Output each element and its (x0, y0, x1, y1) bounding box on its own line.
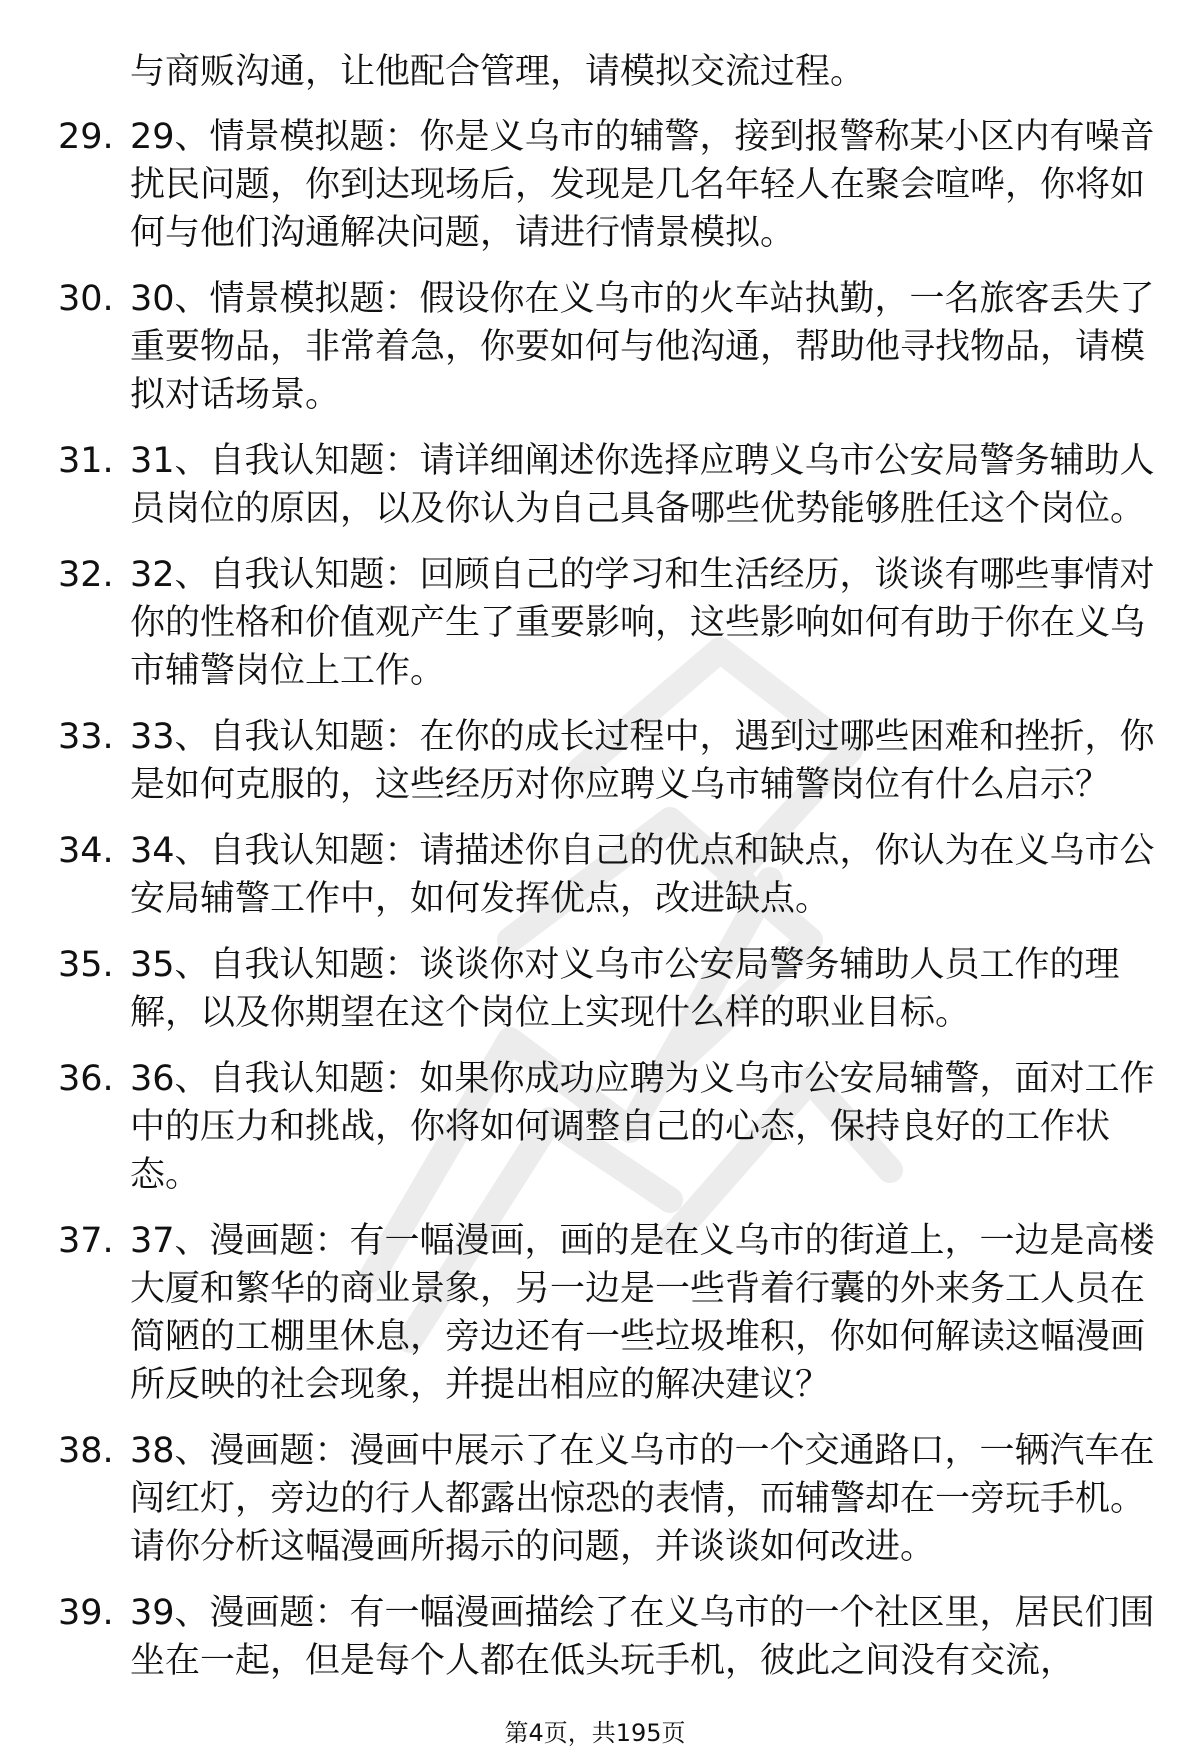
question-text: 37、漫画题：有一幅漫画，画的是在义乌市的街道上，一边是高楼大厦和繁华的商业景象，另一边是一些背着行囊的外来务工人员在简陋的工棚里休息，旁边还有一些垃圾堆积，你如何解读这幅漫画所反映的社会现象，并提出相应的解决建议？ (130, 1221, 1155, 1405)
question-text: 30、情景模拟题：假设你在义乌市的火车站执勤，一名旅客丢失了重要物品，非常着急，你要如何与他沟通，帮助他寻找物品，请模拟对话场景。 (130, 279, 1155, 415)
question-item (58, 113, 1158, 257)
question-number: 39. (58, 1593, 114, 1633)
question-item (58, 1589, 1158, 1685)
question-item (58, 437, 1158, 533)
question-text: 29、情景模拟题：你是义乌市的辅警，接到报警称某小区内有噪音扰民问题，你到达现场后，发现是几名年轻人在聚会喧哗，你将如何与他们沟通解决问题，请进行情景模拟。 (130, 117, 1155, 253)
question-number: 31. (58, 441, 114, 481)
question-number: 37. (58, 1221, 114, 1261)
question-text: 31、自我认知题：请详细阐述你选择应聘义乌市公安局警务辅助人员岗位的原因，以及你认为自己具备哪些优势能够胜任这个岗位。 (130, 441, 1155, 529)
question-number: 34. (58, 831, 114, 871)
question-item (58, 1427, 1158, 1571)
question-text: 36、自我认知题：如果你成功应聘为义乌市公安局辅警，面对工作中的压力和挑战，你将如何调整自己的心态，保持良好的工作状态。 (130, 1059, 1155, 1195)
question-list (58, 113, 1158, 1703)
question-text: 33、自我认知题：在你的成长过程中，遇到过哪些困难和挫折，你是如何克服的，这些经历对你应聘义乌市辅警岗位有什么启示？ (130, 717, 1155, 805)
question-number: 32. (58, 555, 114, 595)
question-number: 30. (58, 279, 114, 319)
question-number: 35. (58, 945, 114, 985)
question-number: 36. (58, 1059, 114, 1099)
question-text: 38、漫画题：漫画中展示了在义乌市的一个交通路口，一辆汽车在闯红灯，旁边的行人都露出惊恐的表情，而辅警却在一旁玩手机。请你分析这幅漫画所揭示的问题，并谈谈如何改进。 (130, 1431, 1155, 1567)
question-number: 33. (58, 717, 114, 757)
question-text: 32、自我认知题：回顾自己的学习和生活经历，谈谈有哪些事情对你的性格和价值观产生了重要影响，这些影响如何有助于你在义乌市辅警岗位上工作。 (130, 555, 1155, 691)
question-text: 34、自我认知题：请描述你自己的优点和缺点，你认为在义乌市公安局辅警工作中，如何发挥优点，改进缺点。 (130, 831, 1155, 919)
question-number: 29. (58, 117, 114, 157)
page-footer: 第4页，共195页 (504, 1719, 686, 1747)
question-item (58, 551, 1158, 695)
question-item (58, 941, 1158, 1037)
question-text: 35、自我认知题：谈谈你对义乌市公安局警务辅助人员工作的理解，以及你期望在这个岗位上实现什么样的职业目标。 (130, 945, 1120, 1033)
question-item (58, 1055, 1158, 1199)
continuation-text: 与商贩沟通，让他配合管理，请模拟交流过程。 (130, 52, 866, 92)
question-item (58, 713, 1158, 809)
question-item (58, 275, 1158, 419)
question-item (58, 1217, 1158, 1409)
question-number: 38. (58, 1431, 114, 1471)
question-text: 39、漫画题：有一幅漫画描绘了在义乌市的一个社区里，居民们围坐在一起，但是每个人都在低头玩手机，彼此之间没有交流， (130, 1593, 1155, 1681)
question-item (58, 827, 1158, 923)
